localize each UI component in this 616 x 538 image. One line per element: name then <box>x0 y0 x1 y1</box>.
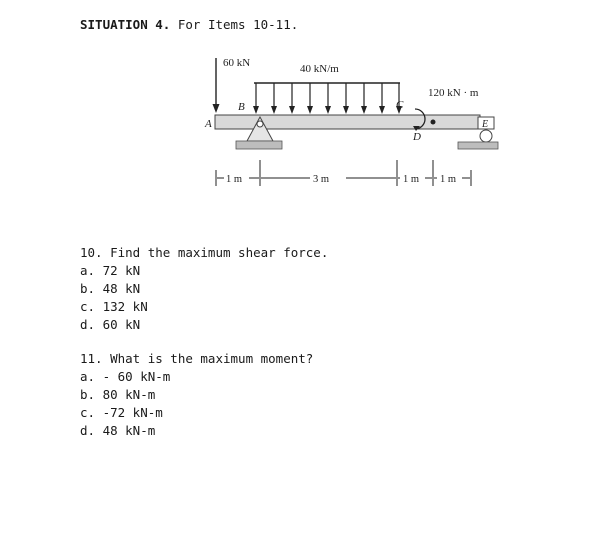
roller-wheel <box>480 130 492 142</box>
dimension-ticks <box>216 160 471 186</box>
distributed-load-arrows <box>256 83 399 108</box>
label-a: A <box>205 118 212 130</box>
option-11-b[interactable]: b. 80 kN-m <box>80 387 156 402</box>
option-10-d[interactable]: d. 60 kN <box>80 317 141 332</box>
dim-1m-a: 1 m <box>226 174 243 185</box>
option-11-d[interactable]: d. 48 kN-m <box>80 423 156 438</box>
situation-label: SITUATION 4. <box>80 17 171 32</box>
moment-label: 120 kN · m <box>428 87 479 99</box>
label-d: D <box>413 131 421 143</box>
question-10: 10. Find the maximum shear force. <box>80 245 329 260</box>
roller-ground <box>458 142 498 149</box>
distributed-load-heads <box>253 106 402 114</box>
label-b: B <box>238 101 245 113</box>
dim-1m-b: 1 m <box>403 174 420 185</box>
label-c: C <box>396 99 404 111</box>
question-11: 11. What is the maximum moment? <box>80 351 314 366</box>
point-d-dot <box>431 120 436 125</box>
option-11-a[interactable]: a. - 60 kN-m <box>80 369 171 384</box>
option-10-b[interactable]: b. 48 kN <box>80 281 141 296</box>
beam-diagram <box>0 0 616 230</box>
option-11-c[interactable]: c. -72 kN-m <box>80 405 163 420</box>
situation-items: For Items 10-11. <box>170 17 299 32</box>
pin-ground <box>236 141 282 149</box>
point-load-label: 60 kN <box>223 57 251 69</box>
label-e: E <box>482 119 489 130</box>
option-10-a[interactable]: a. 72 kN <box>80 263 141 278</box>
dim-1m-c: 1 m <box>440 174 457 185</box>
option-10-c[interactable]: c. 132 kN <box>80 299 148 314</box>
distributed-load-label: 40 kN/m <box>300 63 339 75</box>
dim-3m: 3 m <box>313 174 330 185</box>
